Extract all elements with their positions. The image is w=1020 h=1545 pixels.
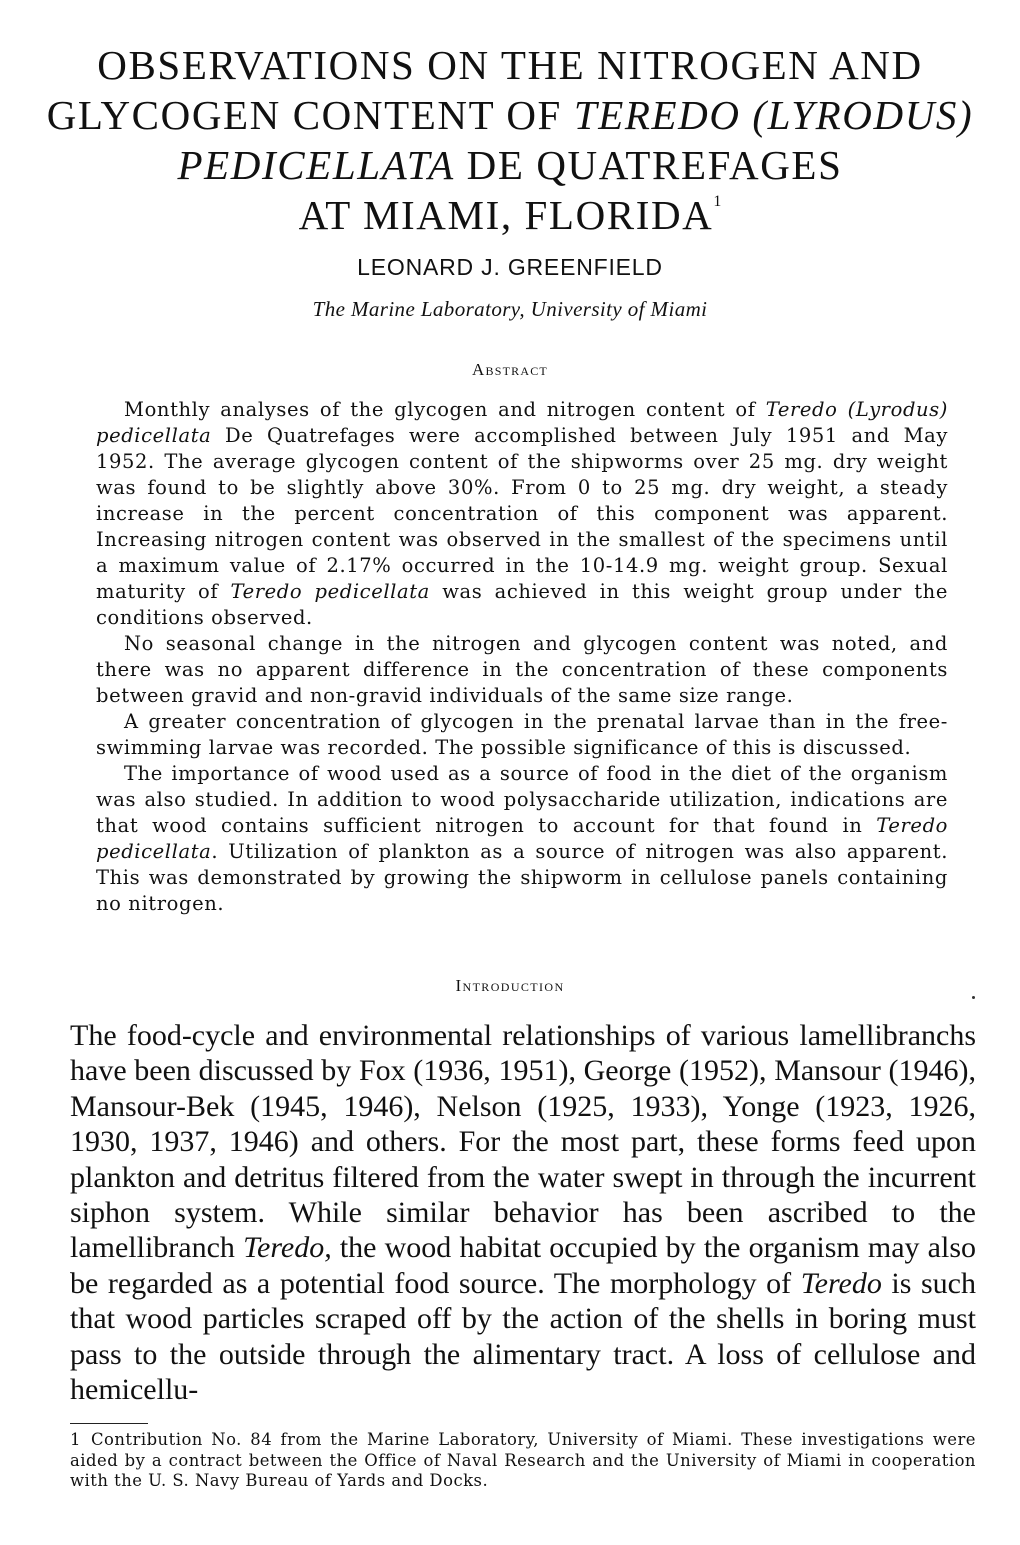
- title-line-4-text: AT MIAMI, FLORIDA: [298, 192, 714, 238]
- abstract-text: De Quatrefages were accomplished between July 1951 and May 1952. The average glycogen content of the shipworms over 25 mg. dry weight was found to be slightly above 30%. From 0 to 25 mg. dry weight, a steady increase in the percent concentration of this component was apparent. Increasing nitrogen content was observed in the smallest of the specimens until a maximum value of 2.17% occurred in the 10-14.9 mg. weight group. Sexual maturity of: [96, 424, 948, 603]
- introduction-heading: Introduction: [455, 976, 565, 995]
- footnote: [70, 1430, 976, 1492]
- abstract-body: [96, 397, 948, 917]
- footnote-text: Contribution No. 84 from the Marine Laboratory, University of Miami. These investigations were aided by a contract between the Office of Naval Research and the University of Miami in cooperation with the U. S. Navy Bureau of Yards and Docks.: [70, 1430, 976, 1490]
- title-line-3: [40, 140, 980, 190]
- title-footnote-mark: 1: [713, 193, 722, 210]
- introduction-paragraph: [70, 1018, 976, 1407]
- author-name: LEONARD J. GREENFIELD: [357, 254, 663, 280]
- abstract-text: Monthly analyses of the glycogen and nitrogen content of: [124, 398, 766, 421]
- abstract-text: . Utilization of plankton as a source of nitrogen was also apparent. This was demonstrated by growing the shipworm in cellulose panels containing no nitrogen.: [96, 840, 948, 915]
- abstract-species-italic: Teredo pedicellata: [230, 580, 430, 603]
- abstract-species-italic: Teredo (Lyrodus) pedicellata: [96, 398, 948, 447]
- title-line-2: [40, 90, 980, 140]
- author-affiliation: The Marine Laboratory, University of Miami: [312, 297, 708, 321]
- title-genus-italic: TEREDO (LYRODUS): [573, 92, 974, 138]
- abstract-text: was achieved in this weight group under the conditions observed.: [96, 580, 948, 629]
- footnote-rule: [70, 1423, 148, 1424]
- abstract-paragraph: A greater concentration of glycogen in the prenatal larvae than in the free-swimming larvae was recorded. The possible significance of this is discussed.: [96, 710, 948, 759]
- title-line-3-rest: DE QUATREFAGES: [454, 142, 843, 188]
- abstract-text: The importance of wood used as a source of food in the diet of the organism was also studied. In addition to wood polysaccharide utilization, indications are that wood contains sufficient nitrogen to account for that found in: [96, 762, 948, 837]
- intro-genus-italic: Teredo: [800, 1266, 882, 1300]
- abstract-heading: Abstract: [472, 360, 548, 379]
- intro-text: The food-cycle and environmental relationships of various lamellibranchs have been discussed by Fox (1936, 1951), George (1952), Mansour (1946), Mansour-Bek (1945, 1946), Nelson (1925, 1933), Yonge (1923, 1926, 1930, 1937, 1946) and others. For the most part, these forms feed upon plankton and detritus filtered from the water swept in through the incurrent siphon system. While similar behavior has been ascribed to the lamellibranch: [70, 1019, 976, 1265]
- title-species-italic: PEDICELLATA: [177, 142, 455, 188]
- footnote-mark: 1: [70, 1430, 81, 1449]
- introduction-body: [70, 1018, 976, 1407]
- article-title: [40, 40, 980, 240]
- print-speck: [972, 996, 975, 999]
- abstract-species-italic: Teredo pedicellata: [96, 814, 948, 863]
- intro-genus-italic: Teredo,: [243, 1231, 332, 1265]
- abstract-paragraph: No seasonal change in the nitrogen and glycogen content was noted, and there was no apparent difference in the concentration of these components between gravid and non-gravid individuals of the same size range.: [96, 632, 948, 707]
- intro-text: is such that wood particles scraped off by the action of the shells in boring must pass to the outside through the alimentary tract. A loss of cellulose and hemicellu-: [70, 1266, 976, 1407]
- title-line-1: OBSERVATIONS ON THE NITROGEN AND: [97, 42, 923, 88]
- title-line-2-prefix: GLYCOGEN CONTENT OF: [46, 92, 574, 138]
- intro-text: the wood habitat occupied by the organism may also be regarded as a potential food source. The morphology of: [70, 1231, 976, 1300]
- abstract-paragraph: [96, 397, 948, 631]
- abstract-paragraph: [96, 761, 948, 917]
- title-line-4: [40, 190, 980, 240]
